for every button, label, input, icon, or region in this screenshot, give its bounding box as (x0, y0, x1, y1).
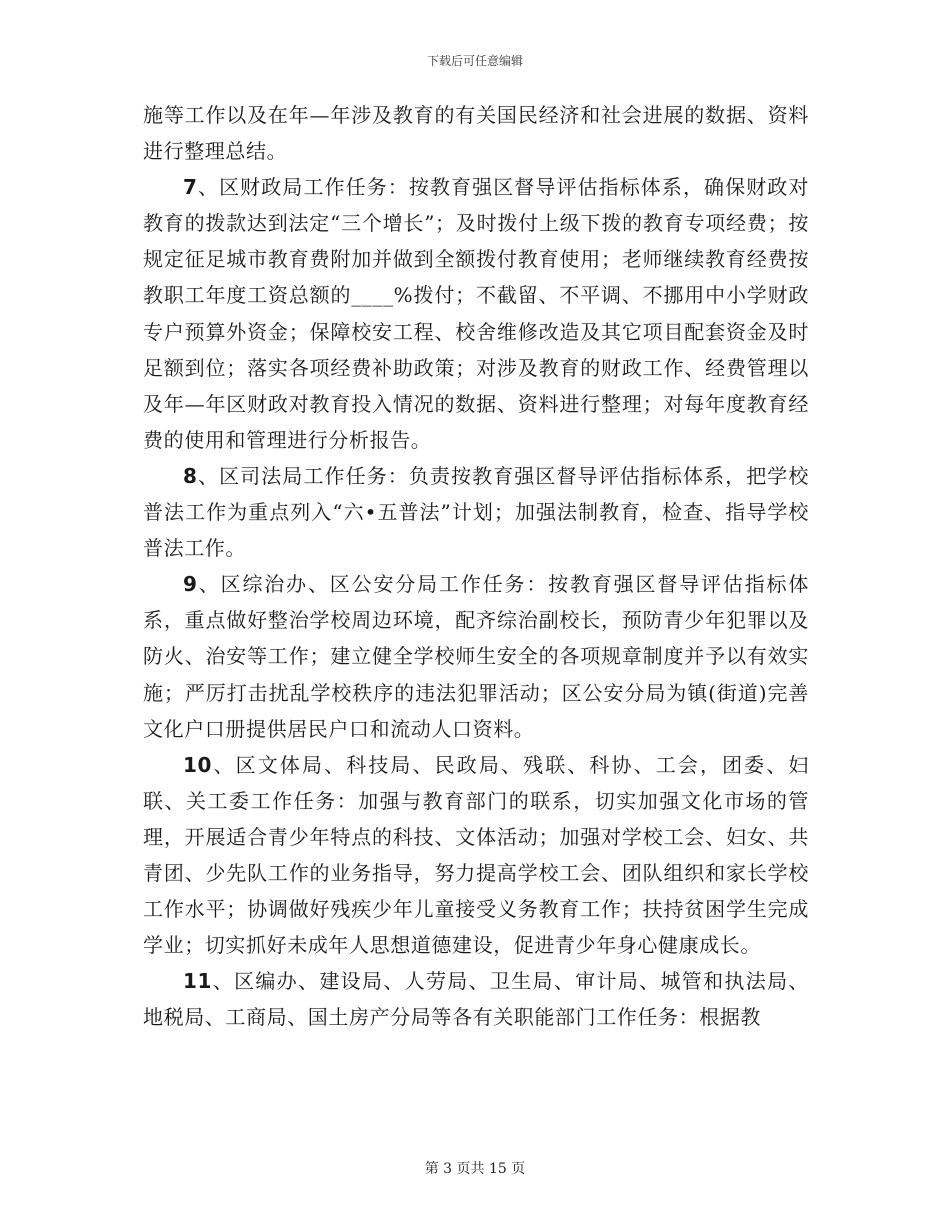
paragraph-item-7 (143, 169, 809, 458)
paragraph-text: 、区司法局工作任务：负责按教育强区督导评估指标体系，把学校普法工作为重点列入“六•五普法”计划；加强法制教育，检查、指导学校普法工作。 (143, 463, 809, 561)
page-footer: 第 3 页共 15 页 (424, 1161, 526, 1177)
paragraph-continuation (143, 97, 809, 169)
item-number: 7 (183, 175, 198, 200)
paragraph-item-9 (143, 566, 809, 746)
item-number: 8 (183, 463, 198, 488)
paragraph-text: 、区财政局工作任务：按教育强区督导评估指标体系，确保财政对教育的拨款达到法定“三个增长”；及时拨付上级下拨的教育专项经费；按规定征足城市教育费附加并做到全额拨付教育使用；老师继续教育经费按教职工年度工资总额的____%拨付；不截留、不平调、不挪用中小学财政专户预算外资金；保障校安工程、校舍维修改造及其它项目配套资金及时足额到位；落实各项经费补助政策；对涉及教育的财政工作、经费管理以及年—年区财政对教育投入情况的数据、资料进行整理；对每年度教育经费的使用和管理进行分析报告。 (143, 175, 809, 452)
document-body (143, 97, 809, 1035)
paragraph-text: 、区文体局、科技局、民政局、残联、科协、工会，团委、妇联、关工委工作任务：加强与教育部门的联系，切实加强文化市场的管理，开展适合青少年特点的科技、文体活动；加强对学校工会、妇女、共青团、少先队工作的业务指导，努力提高学校工会、团队组织和家长学校工作水平；协调做好残疾少年儿童接受义务教育工作；扶持贫困学生完成学业；切实抓好未成年人思想道德建设，促进青少年身心健康成长。 (143, 752, 809, 958)
page-header: 下载后可任意编辑 (426, 54, 523, 68)
paragraph-text: 施等工作以及在年—年涉及教育的有关国民经济和社会进展的数据、资料进行整理总结。 (143, 103, 809, 164)
paragraph-text: 、区编办、建设局、人劳局、卫生局、审计局、城管和执法局、地税局、工商局、国土房产分局等各有关职能部门工作任务：根据教 (143, 969, 809, 1030)
item-number: 10 (183, 752, 213, 777)
item-number: 11 (183, 969, 213, 994)
paragraph-text: 、区综治办、区公安分局工作任务：按教育强区督导评估指标体系，重点做好整治学校周边环境，配齐综治副校长，预防青少年犯罪以及防火、治安等工作；建立健全学校师生安全的各项规章制度并予以有效实施；严厉打击扰乱学校秩序的违法犯罪活动；区公安分局为镇(街道)完善文化户口册提供居民户口和流动人口资料。 (143, 572, 809, 741)
paragraph-item-10 (143, 747, 809, 964)
paragraph-item-8 (143, 458, 809, 566)
paragraph-item-11 (143, 963, 809, 1035)
item-number: 9 (183, 572, 198, 597)
